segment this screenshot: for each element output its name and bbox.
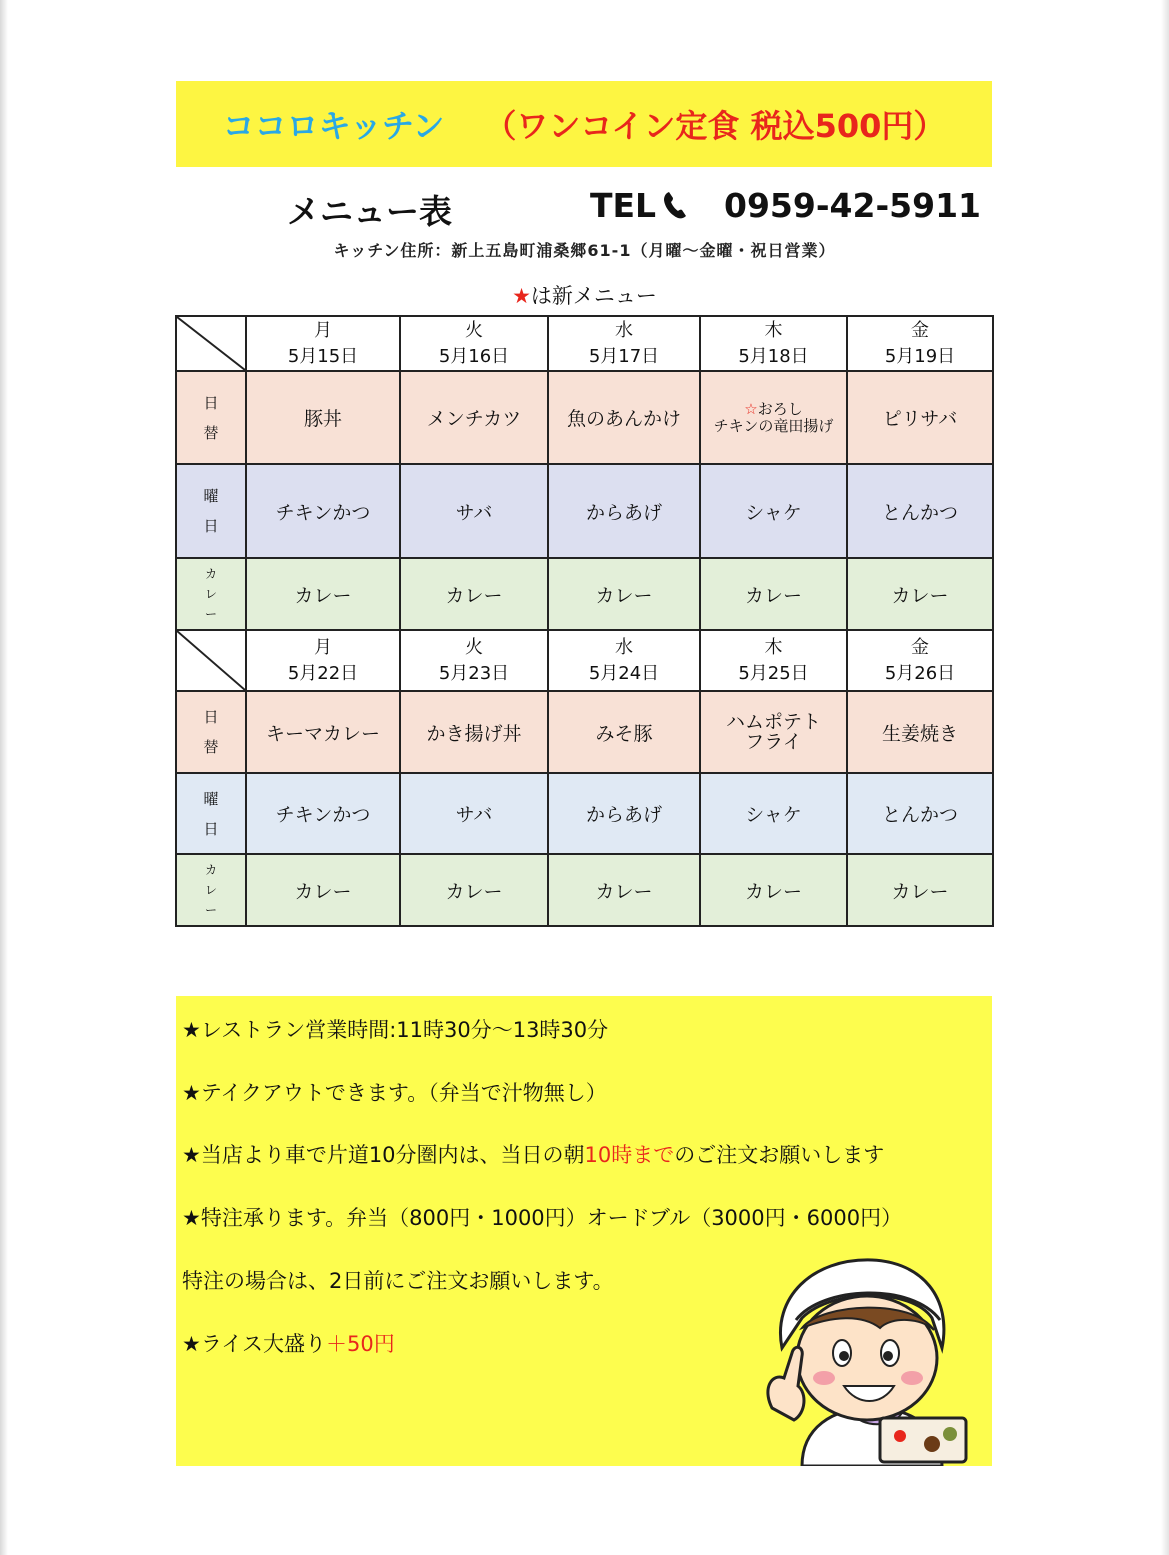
menu-cell-new: ☆おろし チキンの竜田揚げ [700, 371, 847, 464]
menu-cell: みそ豚 [548, 691, 700, 773]
day-header: 火 5月16日 [400, 316, 548, 371]
row-label-curry: カ レ ー [176, 558, 246, 630]
day-header: 火 5月23日 [400, 630, 548, 691]
info-special-order: ★特注承ります。弁当（800円・1000円）オードブル（3000円・6000円） [182, 1206, 903, 1230]
week1-daily-row [176, 371, 993, 464]
row-label-daily: 日 替 [176, 691, 246, 773]
info-special-note: 特注の場合は、2日前にご注文お願いします。 [182, 1269, 614, 1293]
info-box [176, 996, 992, 1466]
menu-cell: からあげ [548, 773, 700, 854]
menu-cell: カレー [246, 558, 400, 630]
info-takeout: ★テイクアウトできます。（弁当で汁物無し） [182, 1081, 607, 1105]
menu-cell: チキンかつ [246, 773, 400, 854]
menu-cell: 豚丼 [246, 371, 400, 464]
menu-cell: ピリサバ [847, 371, 993, 464]
page-edge-left [0, 0, 8, 1555]
row-label-weekday: 曜 日 [176, 464, 246, 558]
week1-weekday-row [176, 464, 993, 558]
menu-header [0, 186, 1169, 230]
row-label-daily: 日 替 [176, 371, 246, 464]
menu-cell: カレー [400, 558, 548, 630]
week2-curry-row [176, 854, 993, 926]
week1-menu-table [175, 315, 994, 631]
week2-daily-row [176, 691, 993, 773]
new-item-star: ☆ [744, 399, 758, 418]
menu-cell: シャケ [700, 464, 847, 558]
info-hours: ★レストラン営業時間:11時30分～13時30分 [182, 1018, 609, 1042]
tel-number: 0959-42-5911 [724, 186, 982, 225]
menu-cell: かき揚げ丼 [400, 691, 548, 773]
info-rice: ★ライス大盛り＋50円 [182, 1332, 395, 1356]
menu-cell: カレー [700, 558, 847, 630]
corner-cell [176, 316, 246, 371]
week2-menu-table [175, 629, 994, 927]
menu-cell: シャケ [700, 773, 847, 854]
tel-label: TEL [590, 186, 657, 225]
menu-cell: カレー [400, 854, 548, 926]
info-delivery: ★当店より車で片道10分圏内は、当日の朝10時までのご注文お願いします [182, 1143, 885, 1167]
day-header: 木 5月25日 [700, 630, 847, 691]
page-edge-right [1161, 0, 1169, 1555]
title-banner [176, 81, 992, 167]
row-label-curry: カ レ ー [176, 854, 246, 926]
legend-text: は新メニュー [530, 284, 657, 308]
chef-mascot-illustration [762, 1248, 968, 1466]
menu-cell: カレー [700, 854, 847, 926]
menu-cell: カレー [548, 854, 700, 926]
menu-title: メニュー表 [287, 192, 452, 231]
week1-header-row [176, 316, 993, 371]
shop-name: ココロキッチン [222, 107, 445, 145]
menu-cell: チキンかつ [246, 464, 400, 558]
menu-cell: とんかつ [847, 464, 993, 558]
kitchen-address: キッチン住所：新上五島町浦桑郷61-1（月曜～金曜・祝日営業） [333, 241, 836, 260]
day-header: 月 5月15日 [246, 316, 400, 371]
day-header: 金 5月26日 [847, 630, 993, 691]
day-header: 水 5月24日 [548, 630, 700, 691]
day-header: 金 5月19日 [847, 316, 993, 371]
menu-cell: 魚のあんかけ [548, 371, 700, 464]
menu-cell: とんかつ [847, 773, 993, 854]
row-label-weekday: 曜 日 [176, 773, 246, 854]
day-header: 水 5月17日 [548, 316, 700, 371]
day-header: 月 5月22日 [246, 630, 400, 691]
menu-cell: キーマカレー [246, 691, 400, 773]
menu-cell: カレー [246, 854, 400, 926]
menu-cell: ハムポテト フライ [700, 691, 847, 773]
new-menu-legend [0, 280, 1169, 310]
menu-cell: カレー [847, 558, 993, 630]
menu-cell: カレー [548, 558, 700, 630]
menu-cell: メンチカツ [400, 371, 548, 464]
legend-star: ★ [512, 284, 531, 308]
set-meal-price: （ワンコイン定食 税込500円） [484, 107, 946, 145]
menu-cell: サバ [400, 773, 548, 854]
day-header: 木 5月18日 [700, 316, 847, 371]
menu-cell: からあげ [548, 464, 700, 558]
week1-curry-row [176, 558, 993, 630]
menu-cell: サバ [400, 464, 548, 558]
week2-header-row [176, 630, 993, 691]
corner-cell [176, 630, 246, 691]
phone-icon [663, 190, 689, 220]
week2-weekday-row [176, 773, 993, 854]
menu-cell: 生姜焼き [847, 691, 993, 773]
menu-cell: カレー [847, 854, 993, 926]
